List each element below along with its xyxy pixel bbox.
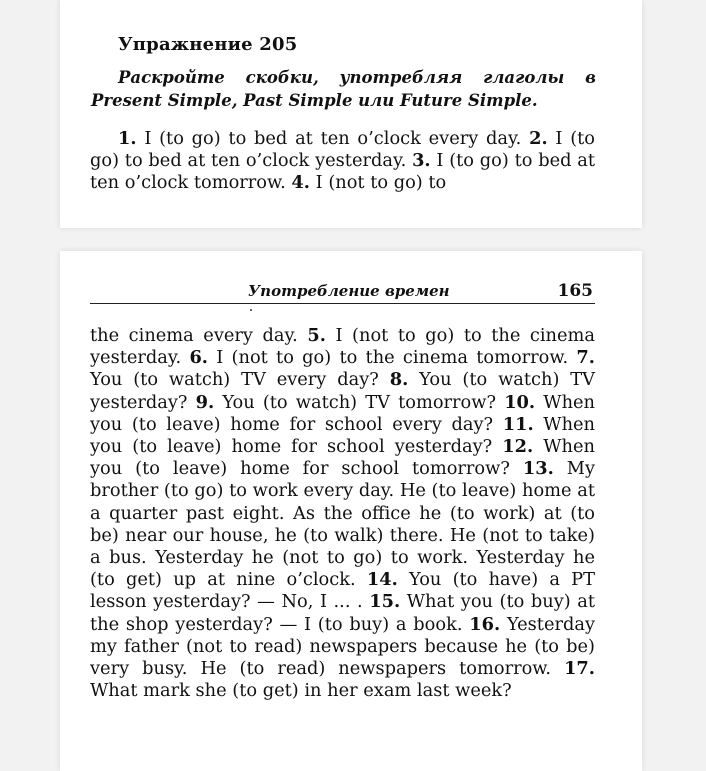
sentence-number: 11. [502,413,534,435]
sentence-number: 8. [389,369,409,391]
sentence-text: What you (to buy) at the shop yesterday? — I (to buy) a book. [90,591,596,635]
sentence-number: 6. [189,347,209,369]
sentence-text: When you (to leave) home for school yesterday? [90,413,595,458]
sentence-number: 3. [412,150,431,172]
sentence-text: When you (to leave) home for school tomorrow? [90,436,595,480]
sentence-text: I (not to go) to the cinema tomorrow. [208,347,577,369]
sentence-text: I (not to go) to the cinema yesterday. [90,325,595,369]
sentence-number: 17. [564,658,595,680]
sentence-text: I (to go) to bed at ten o’clock yesterday. [90,128,595,172]
sentence-number: 16. [469,613,501,635]
sentence-text: You (to watch) TV tomorrow? [214,391,505,413]
sentence-text: Yesterday my father (not to read) newspapers because he (to be) very busy. He (to read) newspapers tomorrow. [90,613,595,680]
sentence-number: 1. [118,128,137,149]
sentence-number: 10. [504,391,536,413]
exercise-text-bottom [90,325,595,702]
sentence-number: 15. [369,591,401,613]
sentence-number: 2. [529,128,548,149]
sentence-text: I (not to go) to [309,172,447,194]
page-number: 165 [557,281,593,301]
exercise-title: Упражнение 205 [118,34,298,55]
running-head [90,281,595,304]
sentence-text: What mark she (to get) in her exam last week? [90,680,512,702]
sentence-text: My brother (to go) to work every day. He (to leave) home at a quarter past eight. As the office he (to work) at (to be) near our house, he (to walk) there. He (not to take) a bus. Yesterday he (not to go) to work. Yesterday he (to get) up at nine o’clock. [90,458,595,591]
sentence-number: 14. [366,569,398,591]
sentence-text: I (to go) to bed at ten o’clock every day. [136,128,530,149]
sentence-text: the cinema every day. [90,325,308,346]
bottom-page-fragment [60,251,642,771]
sentence-text: You (to have) a PT lesson yesterday? — No, I ... . [90,569,595,613]
top-page-fragment [60,0,642,228]
sentence-text: You (to watch) TV yesterday? [90,369,595,413]
sentence-number: 13. [522,458,554,480]
sentence-number: 9. [195,391,215,413]
exercise-text-top [90,128,595,195]
sentence-number: 7. [576,347,595,369]
print-speck [250,309,252,311]
sentence-number: 4. [291,172,310,194]
sentence-number: 5. [307,325,326,346]
exercise-instruction: Раскройте скобки, употребляя глаголы в Present Simple, Past Simple или Future Simple. [91,68,596,110]
running-head-title: Употребление времен [248,282,450,300]
sentence-text: When you (to leave) home for school every day? [90,391,595,435]
sentence-number: 12. [502,436,534,458]
sentence-text: I (to go) to bed at ten o’clock tomorrow. [90,150,595,194]
sentence-text: You (to watch) TV every day? [90,369,390,391]
